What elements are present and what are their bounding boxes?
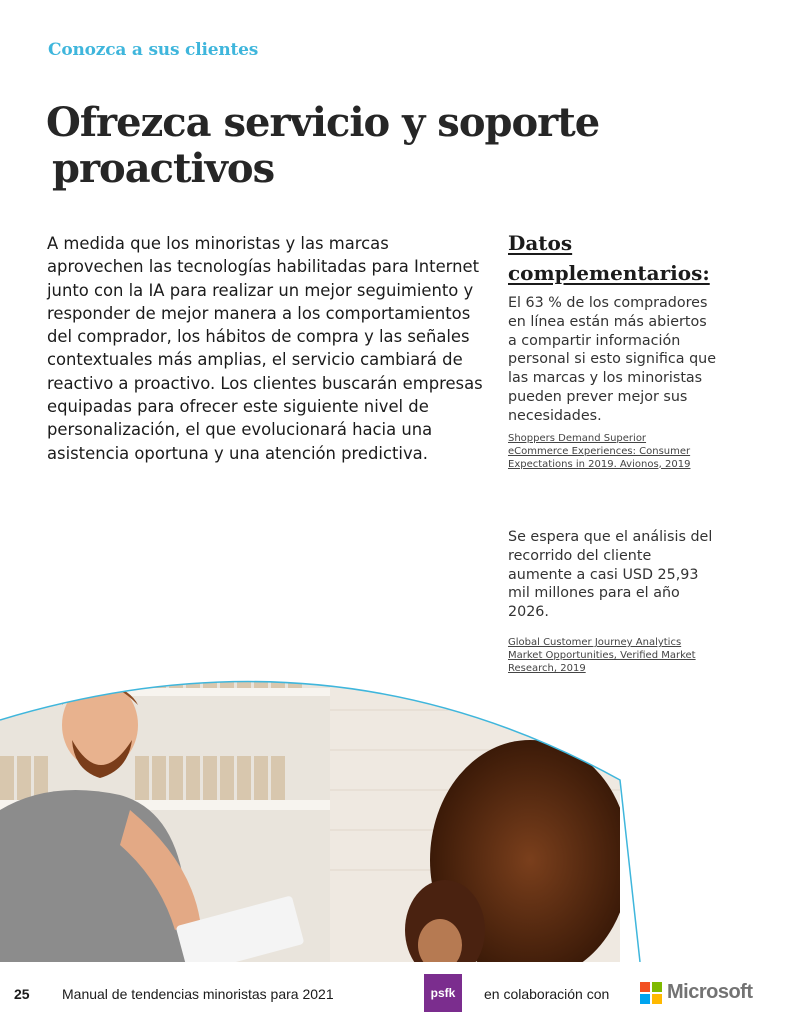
store-photo-illustration <box>0 660 791 962</box>
ms-square-red <box>640 982 650 992</box>
page-title <box>46 100 666 192</box>
footer <box>0 962 791 1024</box>
sidebar-facts <box>508 228 728 471</box>
microsoft-logo-icon <box>640 982 662 1004</box>
psfk-logo: psfk <box>424 974 462 1012</box>
fact-2-source-link[interactable]: Global Customer Journey Analytics Market Opportunities, Verified Market Research, 2019 <box>508 637 696 674</box>
page-title-line-2: proactivos <box>52 145 275 192</box>
main-body-text: A medida que los minoristas y las marcas aprovechen las tecnologías habilitadas para Internet junto con la IA para realizar un mejor seguimiento y responder de mejor manera a los comportamientos del comprador, los hábitos de compra y las señales contextuales más amplias, el servicio cambiará de reactivo a proactivo. Los clientes buscarán empresas equipadas para ofrecer este siguiente nivel de personalización, el que evolucionará hacia una asistencia oportuna y una atención predictiva. <box>47 234 483 463</box>
collaboration-text: en colaboración con <box>484 986 610 1002</box>
store-photo <box>0 660 791 962</box>
sidebar-heading: Datos complementarios: <box>508 231 710 285</box>
section-label: Conozca a sus clientes <box>48 40 259 60</box>
microsoft-wordmark: Microsoft <box>667 981 753 1003</box>
fact-1-text: El 63 % de los compradores en línea están más abiertos a compartir información personal si esto significa que las marcas y los minoristas pueden prever mejor sus necesidades. <box>508 295 717 424</box>
fact-2-text: Se espera que el análisis del recorrido del cliente aumente a casi USD 25,93 mil millones para el año 2026. <box>508 529 713 621</box>
fact-1-source-link[interactable]: Shoppers Demand Superior eCommerce Experiences: Consumer Expectations in 2019. Avionos, 2019 <box>508 432 691 470</box>
ms-square-green <box>652 982 662 992</box>
page-number: 25 <box>14 986 30 1002</box>
ms-square-blue <box>640 994 650 1004</box>
ms-square-yellow <box>652 994 662 1004</box>
footer-title: Manual de tendencias minoristas para 2021 <box>62 986 334 1002</box>
page-title-line-1: Ofrezca servicio y soporte <box>46 99 600 146</box>
